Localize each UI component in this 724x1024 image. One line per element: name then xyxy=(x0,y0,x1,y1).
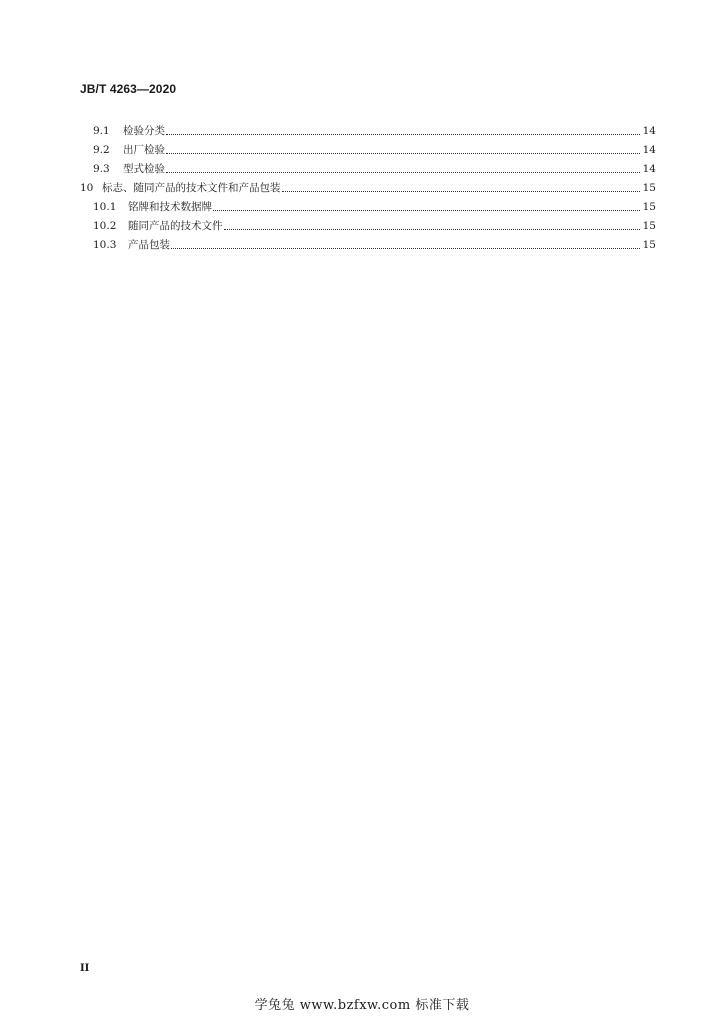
toc-entry[interactable] xyxy=(80,157,656,176)
toc-entry[interactable] xyxy=(80,195,656,214)
toc-entry-page: 15 xyxy=(642,220,656,232)
watermark-text: 学兔兔 www.bzfxw.com 标准下载 xyxy=(254,998,470,1013)
toc-entry-page: 14 xyxy=(642,144,656,156)
toc-entry-title: 标志、随同产品的技术文件和产品包装 xyxy=(102,182,281,194)
toc-entry-page: 15 xyxy=(642,239,656,251)
toc-entry-number: 10.2 xyxy=(93,220,117,232)
toc-entry-title: 型式检验 xyxy=(123,163,165,175)
toc-entry-number: 10 xyxy=(80,182,94,194)
toc-entry[interactable] xyxy=(80,119,656,138)
page-number: II xyxy=(80,963,90,974)
toc-entry-number: 9.3 xyxy=(93,163,110,175)
table-of-contents xyxy=(80,119,656,252)
toc-entry-title: 检验分类 xyxy=(123,125,165,137)
toc-entry[interactable] xyxy=(80,233,656,252)
toc-leader-dots xyxy=(224,229,641,230)
toc-entry-title: 出厂检验 xyxy=(123,144,165,156)
toc-entry-number: 9.1 xyxy=(93,125,110,137)
toc-entry-title: 铭牌和技术数据牌 xyxy=(128,201,212,213)
toc-leader-dots xyxy=(166,153,640,154)
toc-entry-number: 10.1 xyxy=(93,201,117,213)
toc-leader-dots xyxy=(282,191,641,192)
toc-leader-dots xyxy=(166,134,640,135)
toc-leader-dots xyxy=(166,172,640,173)
toc-entry-page: 14 xyxy=(642,163,656,175)
toc-entry-title: 随同产品的技术文件 xyxy=(128,220,223,232)
toc-leader-dots xyxy=(171,248,640,249)
toc-entry[interactable] xyxy=(80,176,656,195)
toc-entry-page: 15 xyxy=(642,182,656,194)
toc-entry[interactable] xyxy=(80,138,656,157)
toc-entry-number: 9.2 xyxy=(93,144,110,156)
toc-entry-page: 14 xyxy=(642,125,656,137)
document-code: JB/T 4263—2020 xyxy=(80,82,177,96)
toc-entry-title: 产品包装 xyxy=(128,239,170,251)
toc-entry-number: 10.3 xyxy=(93,239,117,251)
toc-entry[interactable] xyxy=(80,214,656,233)
toc-leader-dots xyxy=(213,210,640,211)
toc-entry-page: 15 xyxy=(642,201,656,213)
